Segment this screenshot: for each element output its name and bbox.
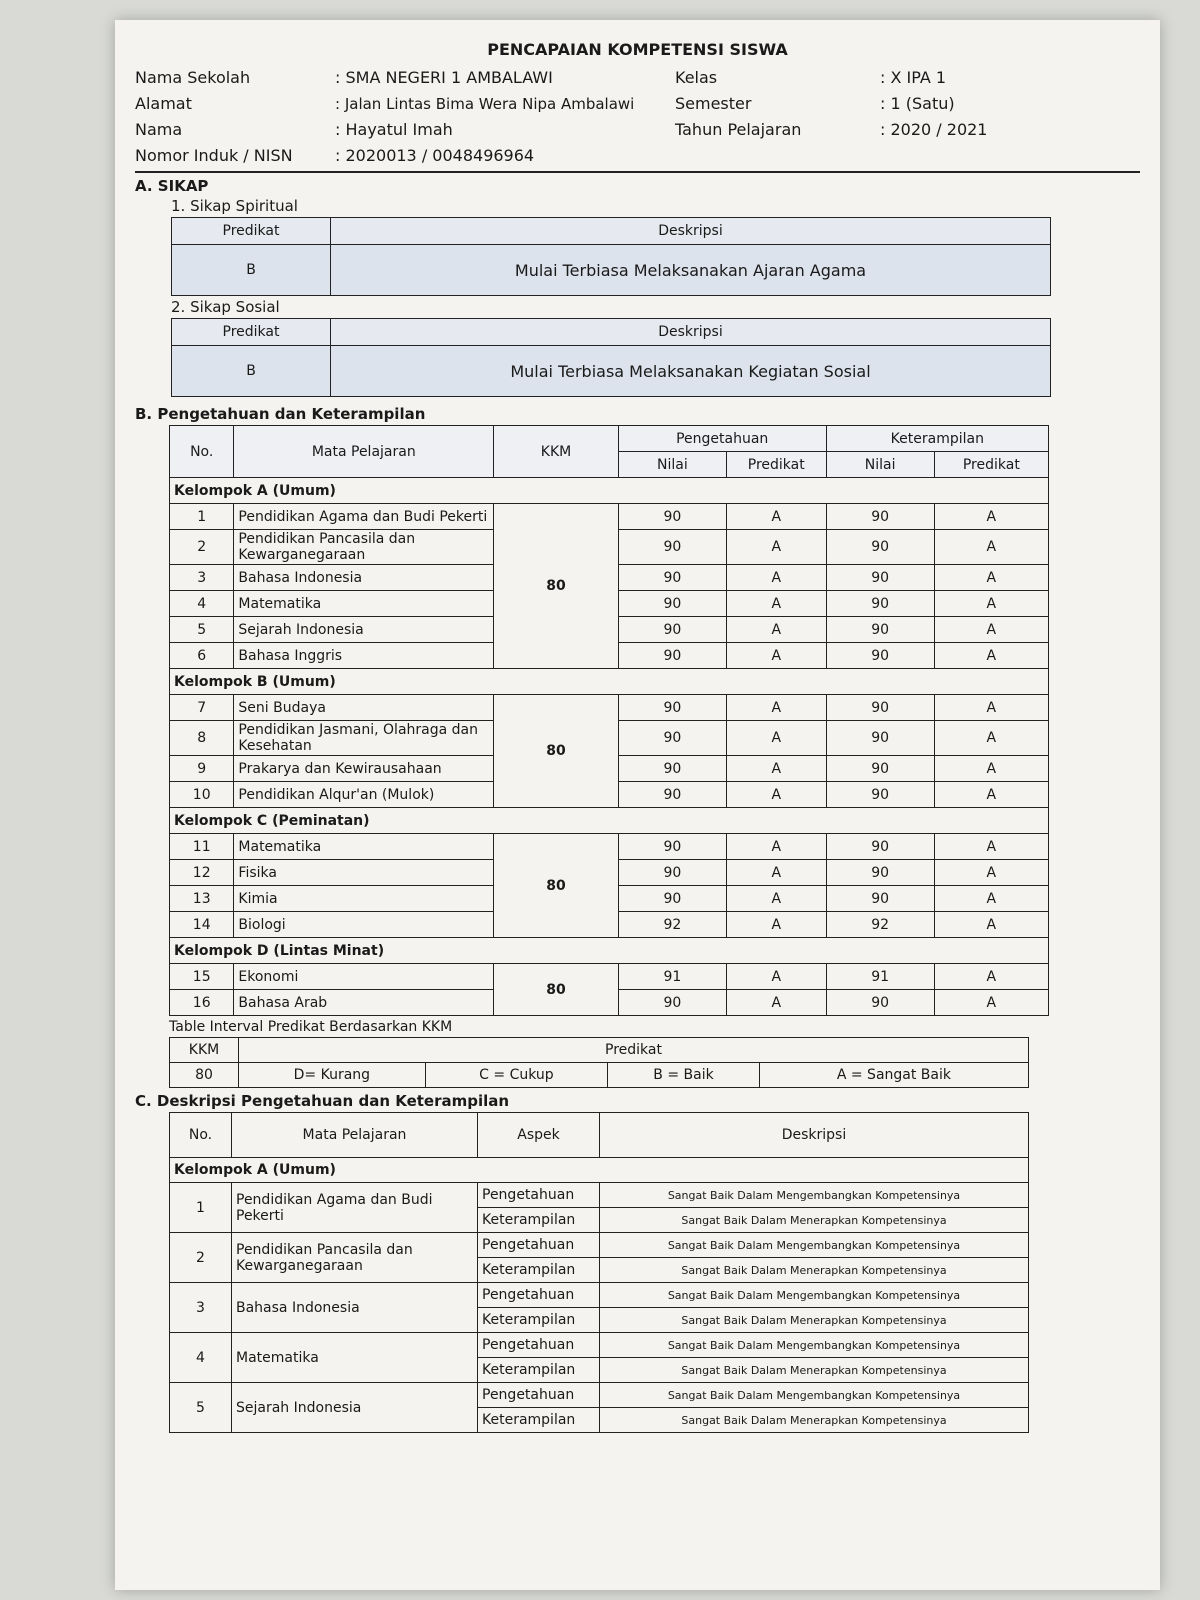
group-kkm: 80 xyxy=(494,695,619,808)
grades-col-ket-predikat: Predikat xyxy=(934,452,1048,478)
table-row xyxy=(170,1283,1029,1308)
ket-predikat: A xyxy=(934,912,1048,938)
desc-col-no: No. xyxy=(170,1113,232,1158)
col-deskripsi: Deskripsi xyxy=(331,218,1051,245)
ket-nilai: 90 xyxy=(826,504,934,530)
peng-nilai: 90 xyxy=(618,591,726,617)
ket-predikat: A xyxy=(934,964,1048,990)
subject-name: Bahasa Arab xyxy=(234,990,494,1016)
table-row xyxy=(170,1233,1029,1258)
subject-no: 13 xyxy=(170,886,234,912)
spiritual-table xyxy=(171,217,1051,296)
subject-no: 9 xyxy=(170,756,234,782)
group-name: Kelompok A (Umum) xyxy=(170,1158,1029,1183)
subject-name: Bahasa Inggris xyxy=(234,643,494,669)
aspek: Keterampilan xyxy=(478,1208,600,1233)
peng-predikat: A xyxy=(726,643,826,669)
grades-table xyxy=(169,425,1049,1016)
peng-predikat: A xyxy=(726,990,826,1016)
page-title: PENCAPAIAN KOMPETENSI SISWA xyxy=(487,40,788,59)
grades-col-mapel: Mata Pelajaran xyxy=(234,426,494,478)
group-row xyxy=(170,669,1049,695)
subject-name: Matematika xyxy=(234,834,494,860)
subject-no: 3 xyxy=(170,565,234,591)
peng-predikat: A xyxy=(726,565,826,591)
subject-name: Biologi xyxy=(234,912,494,938)
grades-col-peng-predikat: Predikat xyxy=(726,452,826,478)
subject-name: Bahasa Indonesia xyxy=(232,1283,478,1333)
subject-name: Seni Budaya xyxy=(234,695,494,721)
ket-predikat: A xyxy=(934,695,1048,721)
peng-nilai: 90 xyxy=(618,504,726,530)
subject-name: Pendidikan Pancasila dan Kewarganegaraan xyxy=(232,1233,478,1283)
ket-nilai: 90 xyxy=(826,695,934,721)
grades-col-keterampilan: Keterampilan xyxy=(826,426,1048,452)
peng-predikat: A xyxy=(726,591,826,617)
peng-nilai: 90 xyxy=(618,530,726,565)
peng-predikat: A xyxy=(726,912,826,938)
aspek: Keterampilan xyxy=(478,1258,600,1283)
school-value: : SMA NEGERI 1 AMBALAWI xyxy=(335,68,553,87)
deskripsi: Sangat Baik Dalam Menerapkan Kompetensinya xyxy=(600,1308,1029,1333)
peng-nilai: 90 xyxy=(618,990,726,1016)
col-predikat: Predikat xyxy=(172,218,331,245)
subject-no: 1 xyxy=(170,504,234,530)
ket-predikat: A xyxy=(934,860,1048,886)
social-title: 2. Sikap Sosial xyxy=(171,298,280,316)
subject-no: 5 xyxy=(170,1383,232,1433)
group-kkm: 80 xyxy=(494,504,619,669)
subject-no: 6 xyxy=(170,643,234,669)
col-predikat: Predikat xyxy=(172,319,331,346)
group-row xyxy=(170,808,1049,834)
group-name: Kelompok C (Peminatan) xyxy=(170,808,1049,834)
ket-nilai: 90 xyxy=(826,565,934,591)
ket-predikat: A xyxy=(934,756,1048,782)
desc-col-mapel: Mata Pelajaran xyxy=(232,1113,478,1158)
subject-name: Pendidikan Alqur'an (Mulok) xyxy=(234,782,494,808)
peng-predikat: A xyxy=(726,756,826,782)
subject-no: 2 xyxy=(170,1233,232,1283)
interval-d: D= Kurang xyxy=(239,1063,426,1088)
year-label: Tahun Pelajaran xyxy=(675,120,802,139)
peng-nilai: 90 xyxy=(618,565,726,591)
subject-name: Sejarah Indonesia xyxy=(232,1383,478,1433)
ket-nilai: 90 xyxy=(826,530,934,565)
peng-nilai: 90 xyxy=(618,721,726,756)
ket-nilai: 90 xyxy=(826,643,934,669)
aspek: Keterampilan xyxy=(478,1408,600,1433)
table-row xyxy=(170,1183,1029,1208)
peng-predikat: A xyxy=(726,834,826,860)
deskripsi: Sangat Baik Dalam Menerapkan Kompetensinya xyxy=(600,1258,1029,1283)
interval-b: B = Baik xyxy=(608,1063,760,1088)
table-row xyxy=(170,1333,1029,1358)
ket-nilai: 90 xyxy=(826,756,934,782)
peng-nilai: 90 xyxy=(618,834,726,860)
table-row xyxy=(170,964,1049,990)
aspek: Keterampilan xyxy=(478,1358,600,1383)
section-a-heading: A. SIKAP xyxy=(135,177,209,195)
peng-predikat: A xyxy=(726,782,826,808)
address-value: : Jalan Lintas Bima Wera Nipa Ambalawi xyxy=(335,95,635,113)
table-row xyxy=(170,695,1049,721)
ket-nilai: 90 xyxy=(826,834,934,860)
class-label: Kelas xyxy=(675,68,718,87)
ket-predikat: A xyxy=(934,834,1048,860)
spiritual-deskripsi: Mulai Terbiasa Melaksanakan Ajaran Agama xyxy=(331,245,1051,296)
aspek: Keterampilan xyxy=(478,1308,600,1333)
peng-predikat: A xyxy=(726,504,826,530)
subject-name: Sejarah Indonesia xyxy=(234,617,494,643)
peng-predikat: A xyxy=(726,617,826,643)
peng-predikat: A xyxy=(726,695,826,721)
subject-name: Fisika xyxy=(234,860,494,886)
group-row xyxy=(170,1158,1029,1183)
ket-predikat: A xyxy=(934,565,1048,591)
name-value: : Hayatul Imah xyxy=(335,120,453,139)
ket-nilai: 90 xyxy=(826,860,934,886)
table-row xyxy=(170,1383,1029,1408)
subject-no: 4 xyxy=(170,1333,232,1383)
ket-predikat: A xyxy=(934,886,1048,912)
spiritual-title: 1. Sikap Spiritual xyxy=(171,197,298,215)
grades-col-peng-nilai: Nilai xyxy=(618,452,726,478)
grades-col-pengetahuan: Pengetahuan xyxy=(618,426,826,452)
subject-name: Pendidikan Agama dan Budi Pekerti xyxy=(234,504,494,530)
table-row xyxy=(170,504,1049,530)
nisn-label: Nomor Induk / NISN xyxy=(135,146,293,165)
semester-label: Semester xyxy=(675,94,752,113)
subject-no: 2 xyxy=(170,530,234,565)
ket-nilai: 90 xyxy=(826,886,934,912)
ket-nilai: 92 xyxy=(826,912,934,938)
ket-nilai: 90 xyxy=(826,591,934,617)
report-sheet xyxy=(115,20,1160,1590)
group-row xyxy=(170,938,1049,964)
group-name: Kelompok A (Umum) xyxy=(170,478,1049,504)
deskripsi: Sangat Baik Dalam Menerapkan Kompetensinya xyxy=(600,1408,1029,1433)
peng-nilai: 90 xyxy=(618,695,726,721)
aspek: Pengetahuan xyxy=(478,1183,600,1208)
peng-predikat: A xyxy=(726,721,826,756)
deskripsi: Sangat Baik Dalam Mengembangkan Kompetensinya xyxy=(600,1283,1029,1308)
social-deskripsi: Mulai Terbiasa Melaksanakan Kegiatan Sosial xyxy=(331,346,1051,397)
group-name: Kelompok D (Lintas Minat) xyxy=(170,938,1049,964)
desc-col-aspek: Aspek xyxy=(478,1113,600,1158)
deskripsi: Sangat Baik Dalam Mengembangkan Kompetensinya xyxy=(600,1183,1029,1208)
interval-a: A = Sangat Baik xyxy=(759,1063,1028,1088)
interval-kkm: 80 xyxy=(170,1063,239,1088)
subject-no: 7 xyxy=(170,695,234,721)
deskripsi: Sangat Baik Dalam Mengembangkan Kompetensinya xyxy=(600,1383,1029,1408)
subject-name: Pendidikan Pancasila dan Kewarganegaraan xyxy=(234,530,494,565)
aspek: Pengetahuan xyxy=(478,1383,600,1408)
interval-title: Table Interval Predikat Berdasarkan KKM xyxy=(169,1019,453,1035)
nisn-value: : 2020013 / 0048496964 xyxy=(335,146,535,165)
deskripsi: Sangat Baik Dalam Menerapkan Kompetensinya xyxy=(600,1208,1029,1233)
group-name: Kelompok B (Umum) xyxy=(170,669,1049,695)
social-predikat: B xyxy=(172,346,331,397)
peng-nilai: 91 xyxy=(618,964,726,990)
peng-nilai: 90 xyxy=(618,860,726,886)
school-label: Nama Sekolah xyxy=(135,68,251,87)
subject-name: Pendidikan Agama dan Budi Pekerti xyxy=(232,1183,478,1233)
aspek: Pengetahuan xyxy=(478,1283,600,1308)
grades-col-ket-nilai: Nilai xyxy=(826,452,934,478)
semester-value: : 1 (Satu) xyxy=(880,94,955,113)
peng-predikat: A xyxy=(726,964,826,990)
subject-name: Matematika xyxy=(232,1333,478,1383)
peng-nilai: 90 xyxy=(618,886,726,912)
subject-name: Matematika xyxy=(234,591,494,617)
subject-no: 4 xyxy=(170,591,234,617)
col-deskripsi: Deskripsi xyxy=(331,319,1051,346)
interval-col-predikat: Predikat xyxy=(239,1038,1029,1063)
ket-predikat: A xyxy=(934,782,1048,808)
subject-no: 10 xyxy=(170,782,234,808)
aspek: Pengetahuan xyxy=(478,1333,600,1358)
desc-col-deskripsi: Deskripsi xyxy=(600,1113,1029,1158)
subject-name: Ekonomi xyxy=(234,964,494,990)
ket-predikat: A xyxy=(934,721,1048,756)
interval-table xyxy=(169,1037,1029,1088)
ket-nilai: 91 xyxy=(826,964,934,990)
interval-col-kkm: KKM xyxy=(170,1038,239,1063)
grades-col-no: No. xyxy=(170,426,234,478)
deskripsi: Sangat Baik Dalam Mengembangkan Kompetensinya xyxy=(600,1333,1029,1358)
peng-predikat: A xyxy=(726,886,826,912)
subject-name: Bahasa Indonesia xyxy=(234,565,494,591)
class-value: : X IPA 1 xyxy=(880,68,947,87)
grades-col-kkm: KKM xyxy=(494,426,619,478)
aspek: Pengetahuan xyxy=(478,1233,600,1258)
ket-nilai: 90 xyxy=(826,721,934,756)
ket-predikat: A xyxy=(934,591,1048,617)
ket-nilai: 90 xyxy=(826,990,934,1016)
peng-nilai: 90 xyxy=(618,782,726,808)
peng-nilai: 90 xyxy=(618,617,726,643)
ket-nilai: 90 xyxy=(826,782,934,808)
peng-predikat: A xyxy=(726,530,826,565)
peng-nilai: 90 xyxy=(618,756,726,782)
subject-no: 1 xyxy=(170,1183,232,1233)
peng-nilai: 92 xyxy=(618,912,726,938)
ket-predikat: A xyxy=(934,643,1048,669)
name-label: Nama xyxy=(135,120,183,139)
subject-name: Pendidikan Jasmani, Olahraga dan Kesehatan xyxy=(234,721,494,756)
description-table xyxy=(169,1112,1029,1433)
ket-predikat: A xyxy=(934,617,1048,643)
subject-no: 12 xyxy=(170,860,234,886)
ket-predikat: A xyxy=(934,990,1048,1016)
subject-name: Prakarya dan Kewirausahaan xyxy=(234,756,494,782)
year-value: : 2020 / 2021 xyxy=(880,120,988,139)
subject-no: 14 xyxy=(170,912,234,938)
group-kkm: 80 xyxy=(494,834,619,938)
interval-c: C = Cukup xyxy=(425,1063,607,1088)
ket-nilai: 90 xyxy=(826,617,934,643)
student-identity xyxy=(135,65,1140,169)
subject-no: 8 xyxy=(170,721,234,756)
ket-predikat: A xyxy=(934,504,1048,530)
group-kkm: 80 xyxy=(494,964,619,1016)
section-c-heading: C. Deskripsi Pengetahuan dan Keterampilan xyxy=(135,1092,510,1110)
table-row xyxy=(170,834,1049,860)
peng-predikat: A xyxy=(726,860,826,886)
spiritual-predikat: B xyxy=(172,245,331,296)
peng-nilai: 90 xyxy=(618,643,726,669)
subject-no: 3 xyxy=(170,1283,232,1333)
deskripsi: Sangat Baik Dalam Mengembangkan Kompetensinya xyxy=(600,1233,1029,1258)
subject-no: 16 xyxy=(170,990,234,1016)
subject-name: Kimia xyxy=(234,886,494,912)
subject-no: 5 xyxy=(170,617,234,643)
group-row xyxy=(170,478,1049,504)
address-label: Alamat xyxy=(135,94,192,113)
ket-predikat: A xyxy=(934,530,1048,565)
section-b-heading: B. Pengetahuan dan Keterampilan xyxy=(135,405,426,423)
divider xyxy=(135,171,1140,173)
subject-no: 15 xyxy=(170,964,234,990)
deskripsi: Sangat Baik Dalam Menerapkan Kompetensinya xyxy=(600,1358,1029,1383)
social-table xyxy=(171,318,1051,397)
subject-no: 11 xyxy=(170,834,234,860)
